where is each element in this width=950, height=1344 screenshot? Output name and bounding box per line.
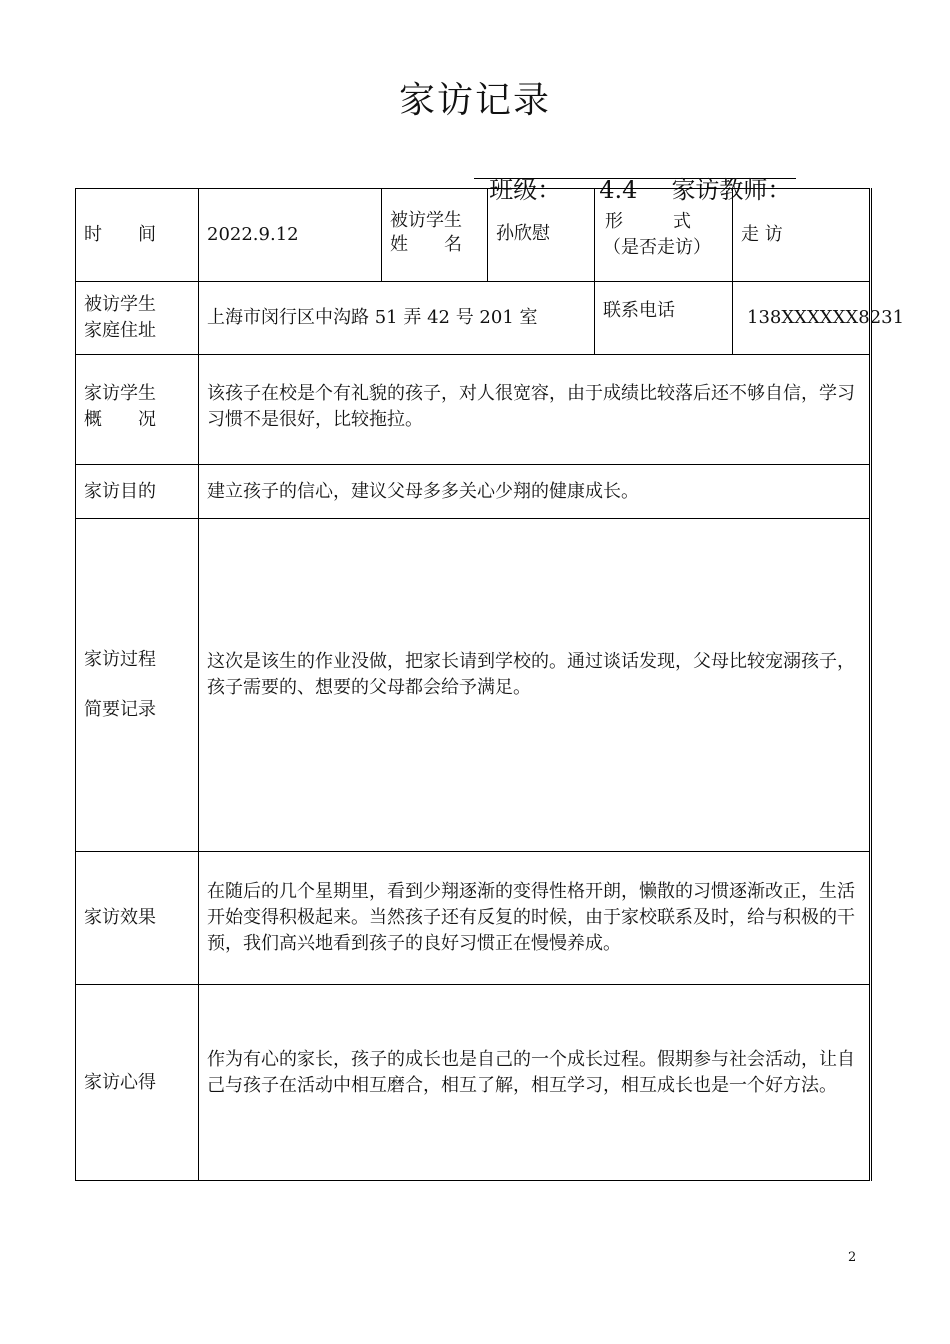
- page-number: 2: [848, 1250, 857, 1265]
- overview-label-2: 概 况: [84, 409, 156, 430]
- form-label-cell: [595, 189, 733, 282]
- process-label-1: 家访过程: [84, 649, 156, 670]
- process-label-cell: [76, 519, 199, 852]
- time-label-cell: [76, 189, 199, 282]
- process-label-2: 简要记录: [84, 699, 156, 720]
- row-effect: [76, 852, 871, 985]
- phone-value: 138XXXXXX8231: [733, 282, 871, 355]
- header-line: [474, 142, 796, 204]
- class-value: 4.4: [599, 176, 638, 204]
- effect-value: 在随后的几个星期里，看到少翔逐渐的变得性格开朗，懒散的习惯逐渐改正，生活开始变得积极起来。当然孩子还有反复的时候，由于家校联系及时，给与积极的干预，我们高兴地看到孩子的良好习惯正在慢慢养成。: [199, 852, 871, 985]
- home-visit-table: [75, 188, 905, 1181]
- reflection-label: 家访心得: [76, 985, 199, 1181]
- student-name-label-cell: [382, 189, 488, 282]
- student-name-label-1: 被访学生: [390, 210, 462, 231]
- overview-label-1: 家访学生: [84, 383, 156, 404]
- student-name-label-2: 姓 名: [390, 234, 462, 255]
- row-purpose: [76, 465, 871, 519]
- time-value: 2022.9.12: [199, 189, 382, 282]
- form-label-2: （是否走访）: [603, 237, 711, 258]
- purpose-value: 建立孩子的信心，建议父母多多关心少翔的健康成长。: [199, 465, 871, 519]
- row-process: [76, 519, 871, 852]
- effect-label: 家访效果: [76, 852, 199, 985]
- form-value: 走 访: [733, 189, 871, 282]
- page-title: 家访记录: [398, 80, 551, 121]
- class-label: 班级：: [489, 176, 562, 204]
- overview-label-cell: [76, 355, 199, 465]
- address-label-cell: [76, 282, 199, 355]
- phone-label: 联系电话: [595, 282, 733, 355]
- purpose-label: 家访目的: [76, 465, 199, 519]
- overview-value: 该孩子在校是个有礼貌的孩子，对人很宽容，由于成绩比较落后还不够自信，学习习惯不是很好，比较拖拉。: [199, 355, 871, 465]
- teacher-label: 家访教师：: [671, 176, 792, 204]
- address-label-2: 家庭住址: [84, 320, 156, 341]
- row-reflection: [76, 985, 871, 1181]
- row-address: [76, 282, 871, 355]
- student-name-value: 孙欣慰: [488, 189, 595, 282]
- form-label-1: 形 式: [605, 211, 691, 232]
- time-label: 时 间: [84, 224, 156, 245]
- reflection-value: 作为有心的家长，孩子的成长也是自己的一个成长过程。假期参与社会活动，让自己与孩子在活动中相互磨合，相互了解，相互学习，相互成长也是一个好方法。: [199, 985, 871, 1181]
- address-label-1: 被访学生: [84, 294, 156, 315]
- row-overview: [76, 355, 871, 465]
- row-time: [76, 189, 871, 282]
- address-value: 上海市闵行区中沟路 51 弄 42 号 201 室: [199, 282, 595, 355]
- process-value: 这次是该生的作业没做，把家长请到学校的。通过谈话发现，父母比较宠溺孩子，孩子需要的、想要的父母都会给予满足。: [199, 519, 871, 852]
